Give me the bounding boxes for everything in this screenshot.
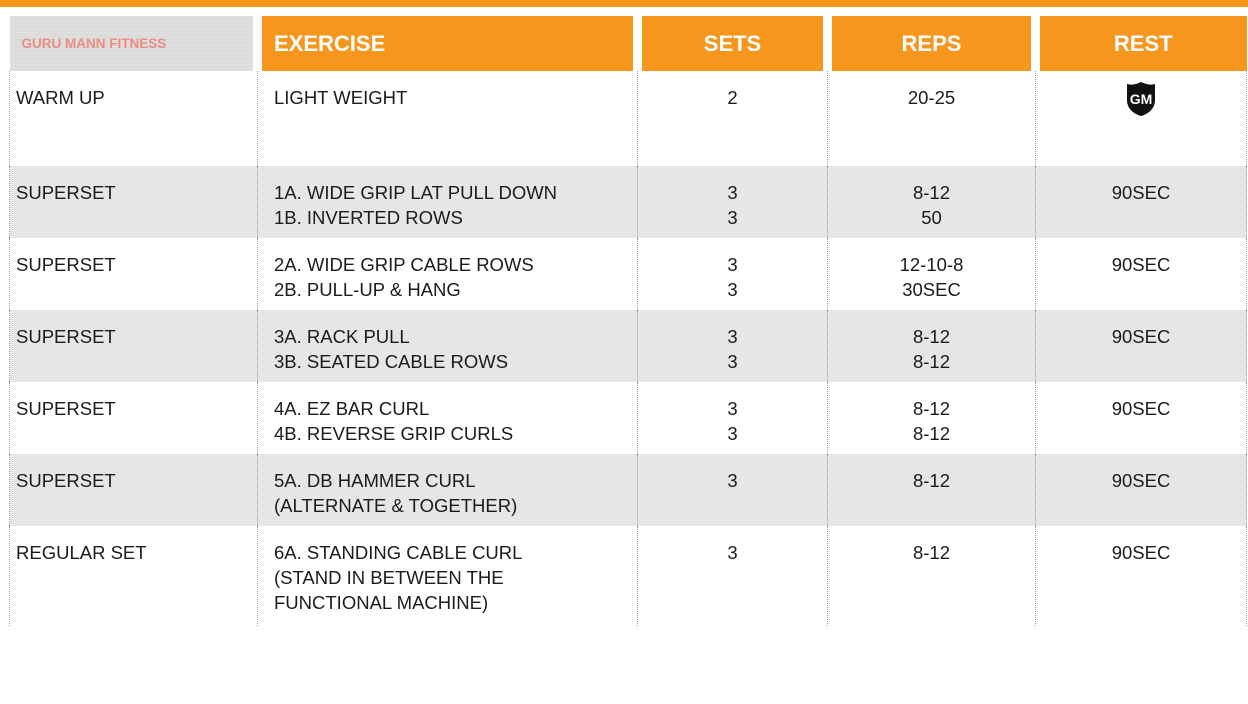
rest-value: 90SEC (1111, 254, 1171, 275)
set-type-cell (10, 526, 258, 626)
exercise-line: 4B. REVERSE GRIP CURLS (274, 423, 514, 444)
rest-cell (1036, 71, 1247, 166)
sets-value: 3 (727, 207, 738, 228)
set-type-label: SUPERSET (16, 470, 116, 491)
rest-cell (1036, 238, 1247, 310)
reps-cell (828, 238, 1036, 310)
exercise-line: 3A. RACK PULL (274, 326, 410, 347)
reps-value: 12-10-8 (899, 254, 964, 275)
sets-header: SETS (638, 16, 828, 71)
exercise-header: EXERCISE (258, 16, 638, 71)
reps-value: 8-12 (912, 326, 951, 347)
reps-cell (828, 526, 1036, 626)
reps-header: REPS (828, 16, 1036, 71)
set-type-cell (10, 166, 258, 238)
sets-value: 3 (727, 254, 738, 275)
top-gap (0, 7, 1248, 11)
table-header-row (10, 16, 1247, 71)
exercise-line: 2B. PULL-UP & HANG (274, 279, 461, 300)
exercise-line: 6A. STANDING CABLE CURL (274, 542, 523, 563)
reps-value: 8-12 (912, 542, 951, 563)
table-row (10, 382, 1247, 454)
sets-value: 3 (727, 326, 738, 347)
exercise-cell (258, 526, 638, 626)
workout-table (9, 16, 1247, 626)
sets-cell (638, 238, 828, 310)
exercise-line: 5A. DB HAMMER CURL (274, 470, 476, 491)
table-row (10, 166, 1247, 238)
exercise-line: 1A. WIDE GRIP LAT PULL DOWN (274, 182, 558, 203)
exercise-line: (ALTERNATE & TOGETHER) (274, 495, 518, 516)
set-type-label: WARM UP (16, 87, 105, 108)
top-accent-bar (0, 0, 1248, 7)
sets-value: 3 (727, 542, 738, 563)
set-type-cell (10, 454, 258, 526)
set-type-label: SUPERSET (16, 398, 116, 419)
rest-cell (1036, 382, 1247, 454)
reps-value: 50 (921, 207, 942, 228)
exercise-line: 1B. INVERTED ROWS (274, 207, 463, 228)
reps-value: 8-12 (912, 182, 951, 203)
sets-value: 3 (727, 279, 738, 300)
set-type-cell (10, 310, 258, 382)
rest-cell (1036, 166, 1247, 238)
reps-value: 8-12 (912, 398, 951, 419)
exercise-line: LIGHT WEIGHT (274, 87, 408, 108)
rest-value: 90SEC (1111, 326, 1171, 347)
table-row (10, 310, 1247, 382)
table-row (10, 238, 1247, 310)
set-type-label: REGULAR SET (16, 542, 147, 563)
exercise-cell (258, 71, 638, 166)
reps-value: 20-25 (907, 87, 956, 108)
exercise-line: 2A. WIDE GRIP CABLE ROWS (274, 254, 534, 275)
reps-value: 30SEC (902, 279, 961, 300)
exercise-line: 4A. EZ BAR CURL (274, 398, 430, 419)
set-type-cell (10, 382, 258, 454)
sets-value: 3 (727, 398, 738, 419)
gm-shield-logo-icon (1124, 81, 1158, 117)
exercise-cell (258, 310, 638, 382)
sets-cell (638, 526, 828, 626)
reps-cell (828, 166, 1036, 238)
sets-cell (638, 166, 828, 238)
table-row (10, 454, 1247, 526)
set-type-label: SUPERSET (16, 182, 116, 203)
rest-value: 90SEC (1111, 182, 1171, 203)
reps-cell (828, 382, 1036, 454)
rest-cell (1036, 310, 1247, 382)
sets-cell (638, 454, 828, 526)
sets-value: 3 (727, 423, 738, 444)
exercise-cell (258, 454, 638, 526)
rest-value: 90SEC (1111, 470, 1171, 491)
sets-cell (638, 310, 828, 382)
table-row (10, 71, 1247, 166)
reps-value: 8-12 (912, 351, 951, 372)
brand-header: GURU MANN FITNESS (10, 16, 258, 71)
rest-value: 90SEC (1111, 398, 1171, 419)
sets-value: 3 (727, 470, 738, 491)
set-type-cell (10, 238, 258, 310)
sets-value: 3 (727, 182, 738, 203)
reps-value: 8-12 (912, 423, 951, 444)
sets-value: 2 (727, 87, 738, 108)
rest-cell (1036, 526, 1247, 626)
set-type-label: SUPERSET (16, 254, 116, 275)
sets-cell (638, 71, 828, 166)
rest-value: 90SEC (1111, 542, 1171, 563)
rest-header: REST (1036, 16, 1247, 71)
exercise-cell (258, 166, 638, 238)
exercise-line: FUNCTIONAL MACHINE) (274, 592, 489, 613)
reps-cell (828, 310, 1036, 382)
set-type-cell (10, 71, 258, 166)
set-type-label: SUPERSET (16, 326, 116, 347)
rest-cell (1036, 454, 1247, 526)
exercise-cell (258, 238, 638, 310)
reps-cell (828, 71, 1036, 166)
reps-value: 8-12 (912, 470, 951, 491)
exercise-line: 3B. SEATED CABLE ROWS (274, 351, 509, 372)
reps-cell (828, 454, 1036, 526)
exercise-cell (258, 382, 638, 454)
table-row (10, 526, 1247, 626)
exercise-line: (STAND IN BETWEEN THE (274, 567, 504, 588)
sets-cell (638, 382, 828, 454)
svg-text:GM: GM (1129, 91, 1153, 107)
sets-value: 3 (727, 351, 738, 372)
